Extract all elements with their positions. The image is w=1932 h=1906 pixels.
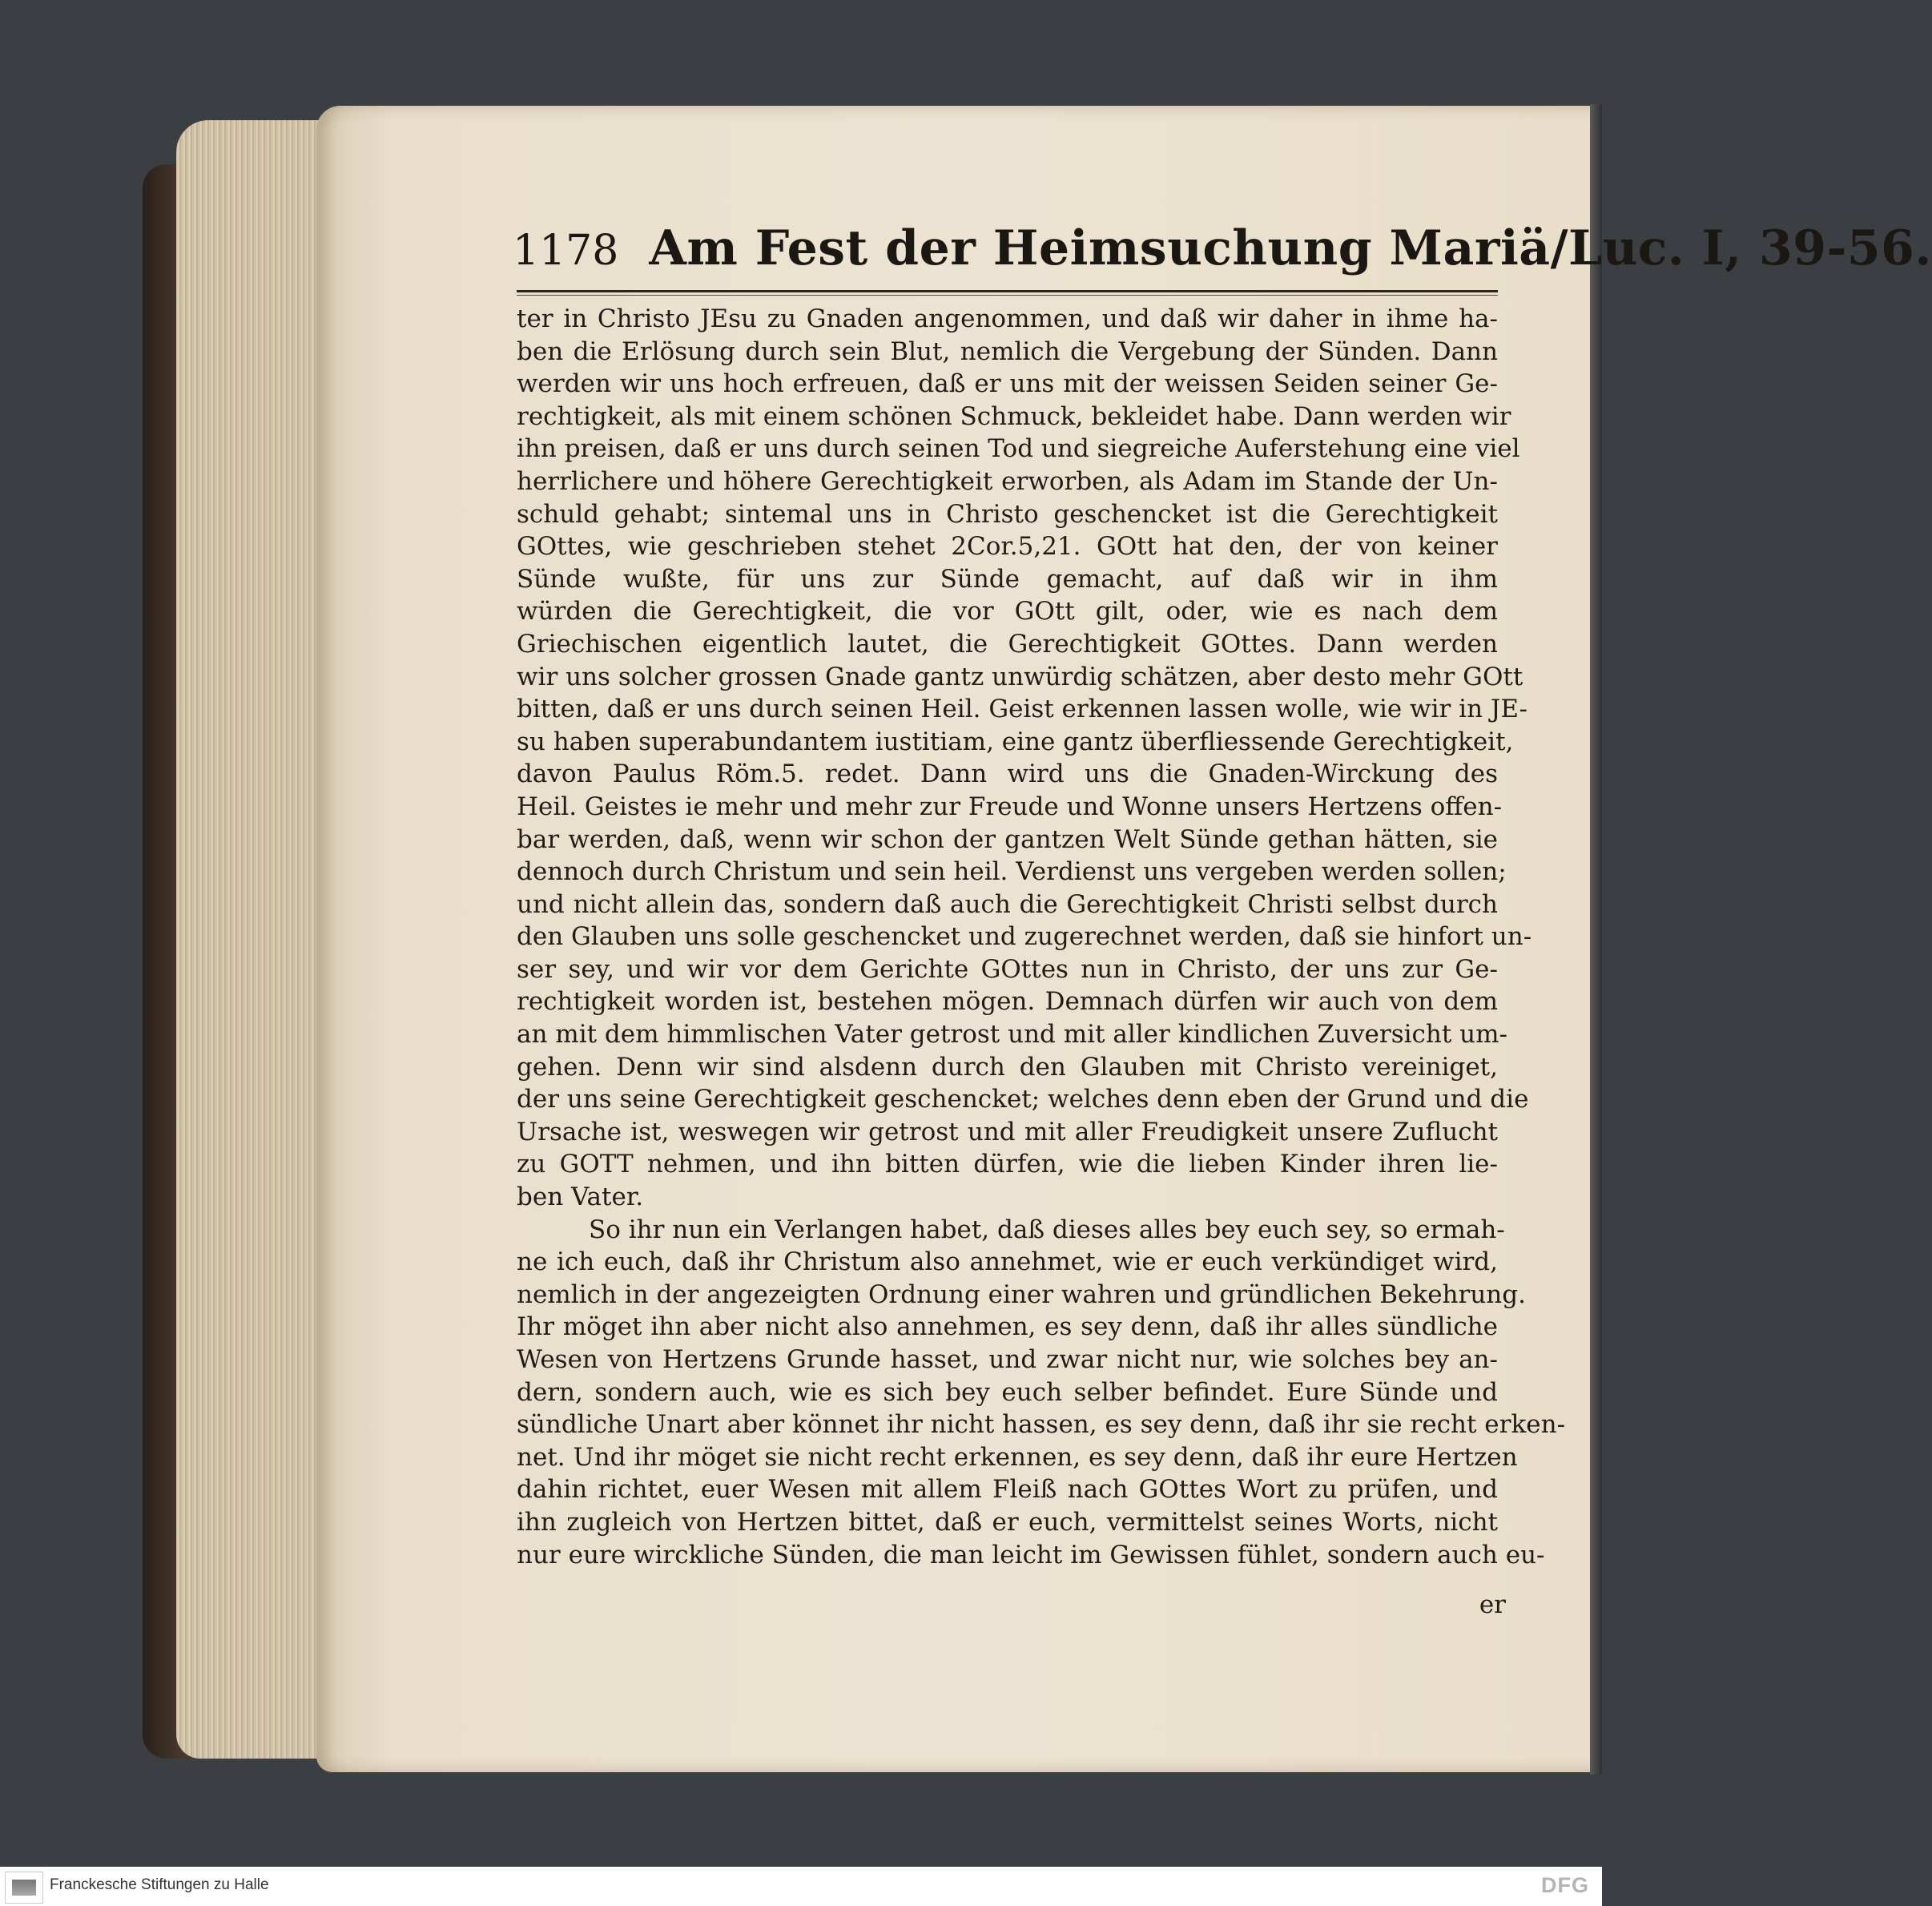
page-number: 1178 [513,227,619,275]
text-line: würden die Gerechtigkeit, die vor GOtt gilt, oder, wie es nach dem [517,597,1498,627]
text-line: und nicht allein das, sondern daß auch die Gerechtigkeit Christi selbst durch [517,889,1498,919]
text-line: gehen. Denn wir sind alsdenn durch den Glauben mit Christo vereiniget, [517,1052,1498,1082]
text-line: ne ich euch, daß ihr Christum also annehmet, wie er euch verkündiget wird, [517,1247,1498,1277]
text-line: dahin richtet, euer Wesen mit allem Fleiß nach GOttes Wort zu prüfen, und [517,1475,1498,1505]
text-line: den Glauben uns solle geschencket und zugerechnet werden, daß sie hinfort un- [517,922,1532,952]
text-line: net. Und ihr möget sie nicht recht erkennen, es sey denn, daß ihr eure Hertzen [517,1442,1518,1472]
text-line: davon Paulus Röm.5. redet. Dann wird uns die Gnaden-Wirckung des [517,760,1498,789]
text-line: dennoch durch Christum und sein heil. Verdienst uns vergeben werden sollen; [517,857,1507,887]
institution-logo-icon [5,1872,43,1904]
dfg-logo: DFG [1541,1873,1589,1897]
text-line: ihn zugleich von Hertzen bittet, daß er euch, vermittelst seines Worts, nicht [517,1507,1498,1537]
text-line: bar werden, daß, wenn wir schon der gantzen Welt Sünde gethan hätten, sie [517,824,1498,854]
text-line: schuld gehabt; sintemal uns in Christo geschencket ist die Gerechtigkeit [517,499,1498,529]
text-line: nemlich in der angezeigten Ordnung einer wahren und gründlichen Bekehrung. [517,1279,1526,1309]
text-line: Ihr möget ihn aber nicht also annehmen, es sey denn, daß ihr alles sündliche [517,1312,1498,1342]
text-line: rechtigkeit worden ist, bestehen mögen. Demnach dürfen wir auch von dem [517,987,1498,1017]
running-title: Am Fest der Heimsuchung Mariä/Luc. I, 39-56. [649,220,1932,276]
text-line: ihn preisen, daß er uns durch seinen Tod und siegreiche Auferstehung eine viel [517,434,1520,464]
text-line: zu GOTT nehmen, und ihn bitten dürfen, wie die lieben Kinder ihren lie- [517,1150,1498,1179]
text-line: ben die Erlösung durch sein Blut, nemlich die Vergebung der Sünden. Dann [517,336,1498,366]
text-line: Griechischen eigentlich lautet, die Gerechtigkeit GOttes. Dann werden [517,629,1498,659]
text-line: bitten, daß er uns durch seinen Heil. Geist erkennen lassen wolle, wie wir in JE- [517,695,1528,724]
header-rule [517,290,1498,298]
text-line: der uns seine Gerechtigkeit geschencket; welches denn eben der Grund und die [517,1085,1529,1114]
text-line: Wesen von Hertzens Grunde hasset, und zwar nicht nur, wie solches bey an- [517,1345,1498,1374]
text-line: ben Vater. [517,1183,644,1212]
catchword: er [1479,1590,1506,1619]
text-line: herrlichere und höhere Gerechtigkeit erworben, als Adam im Stande der Un- [517,466,1498,496]
body-text [517,303,1566,1571]
text-line: Ursache ist, weswegen wir getrost und mit aller Freudigkeit unsere Zuflucht [517,1117,1498,1146]
text-line: rechtigkeit, als mit einem schönen Schmuck, bekleidet habe. Dann werden wir [517,401,1511,431]
gutter-shadow [1590,104,1602,1775]
viewer-footer [0,1867,1602,1906]
text-line: GOttes, wie geschrieben stehet 2Cor.5,21. GOtt hat den, der von keiner [517,532,1498,562]
page-edges [176,120,336,1759]
text-line: ser sey, und wir vor dem Gerichte GOttes nun in Christo, der uns zur Ge- [517,954,1498,984]
text-line: dern, sondern auch, wie es sich bey euch selber befindet. Eure Sünde und [517,1377,1498,1407]
text-line: nur eure wirckliche Sünden, die man leicht im Gewissen fühlet, sondern auch eu- [517,1540,1545,1570]
text-line: an mit dem himmlischen Vater getrost und mit aller kindlichen Zuversicht um- [517,1020,1508,1050]
text-line: So ihr nun ein Verlangen habet, daß dieses alles bey euch sey, so ermah- [589,1215,1505,1244]
text-line: ter in Christo JEsu zu Gnaden angenommen, und daß wir daher in ihme ha- [517,304,1498,333]
institution-name: Franckesche Stiftungen zu Halle [50,1876,269,1893]
text-line: werden wir uns hoch erfreuen, daß er uns mit der weissen Seiden seiner Ge- [517,369,1498,399]
text-line: su haben superabundantem iustitiam, eine gantz überfliessende Gerechtigkeit, [517,727,1514,756]
text-line: Heil. Geistes ie mehr und mehr zur Freude und Wonne unsers Hertzens offen- [517,792,1503,821]
text-line: wir uns solcher grossen Gnade gantz unwürdig schätzen, aber desto mehr GOtt [517,662,1523,691]
text-line: Sünde wußte, für uns zur Sünde gemacht, auf daß wir in ihm [517,564,1498,594]
text-line: sündliche Unart aber könnet ihr nicht hassen, es sey denn, daß ihr sie recht erken- [517,1410,1566,1440]
page-header [513,220,1932,292]
